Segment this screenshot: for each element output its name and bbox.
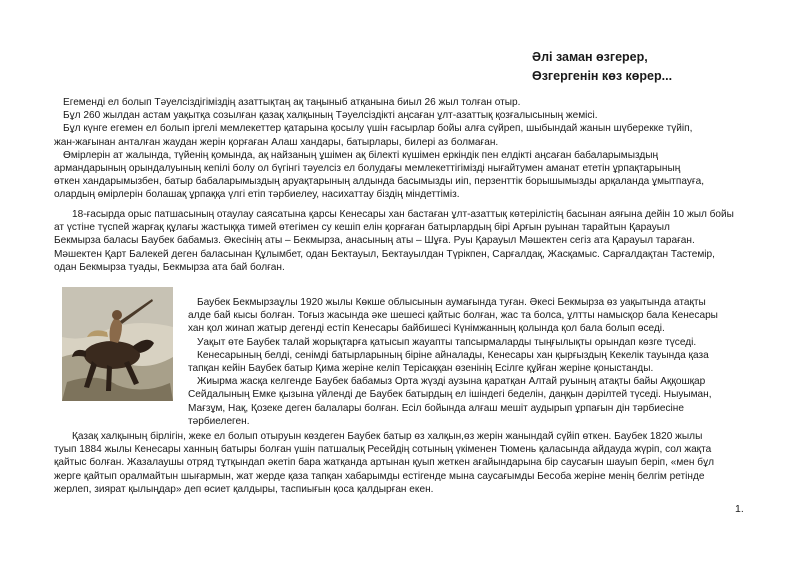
text-line: алде бай кысы болған. Тоғыз жасында әке шешесі қайтыс болған, жас та болса, ұлтты намысқор бала Кенесары: [188, 310, 718, 322]
text-line: жан-жағынан анталған жаудан жерін қорғаған Алаш хандары, батырлары, билері аз болмаған.: [54, 136, 499, 148]
biography-paragraph: [188, 296, 758, 428]
text-line: армандарының орындалуының кепілі болу ол бүгінгі тәуелсіз ел болудағы мемлекеттігімізді нығайтумен аманат ететін ұрпақтарының: [54, 163, 681, 175]
text-line: ат үстіне түспей жарғақ құлағы жастыққа тимей өтегімен су кешіп елін қорғаған батырлардың бірі Арғын руынан тарайтын Қарауыл: [54, 222, 670, 234]
epigraph-line-1: Әлі заман өзгерер,: [532, 50, 648, 64]
history-paragraph: [54, 208, 754, 274]
text-line: Уақыт өте Баубек талай жорықтарға қатысып жауапты тапсырмаларды тыңғылықты орындап көзге түседі.: [197, 336, 697, 348]
text-line: одан Бекмырза туады, Бекмырза ата бай болған.: [54, 261, 285, 273]
text-line: Өмірлерін ат жалында, түйенің қомында, ақ найзаның ұшімен ақ білекті күшімен еркіндік пен елдікті аңсаған бабаларымыздың: [63, 149, 659, 161]
text-line: Мағзұм, Нақ, Қозеке деген балалары болған. Есіл бойында алғаш мешіт аудырып ұрпағын дін тәрбиесіне: [188, 402, 684, 414]
text-line: тапқан кейін Баубек батыр Қима жеріне келіп Терісаққан өзенінің Есілге құйған жеріне қоныстанды.: [188, 363, 654, 375]
page-number: 1.: [735, 503, 744, 515]
text-line: хан қол жинап жатыр дегенді естіп Кенесары байбишесі Күнімжанның қолында қол бала болып өседі.: [188, 323, 665, 335]
text-line: Егеменді ел болып Тәуелсіздігіміздің азаттықтаң ақ таңыныб атқанына биыл 26 жыл толған отыр.: [63, 97, 521, 108]
text-line: Бұл 260 жылдан астам уақытқа созылған қазақ халқының Тәуелсіздікті аңсаған ұлт-азаттық қозғалысының жемісі.: [63, 110, 598, 122]
text-line: Бұл күнге егемен ел болып іргелі мемлекеттер қатарына қосылу үшін ғасырлар бойы алға сүйреп, шыбындай жанын шүберекке түйіп,: [63, 123, 693, 135]
text-line: жерлеп, зиярат қылыңдар» деп өсиет қалдыры, таспиығын қоса қалдырған екен.: [54, 483, 434, 495]
text-line: тәрбиелеген.: [188, 415, 250, 427]
legacy-paragraph: [54, 430, 754, 496]
epigraph: [532, 48, 672, 86]
text-line: Жиырма жасқа келгенде Баубек бабамыз Орта жүзді аузына қаратқан Алтай руының атақты байы Аққошқар: [197, 376, 706, 388]
text-line: Кенесарының белді, сенімді батырларының біріне айналады, Кенесары хан қырғыздың Кекелік тауында қаза: [197, 349, 709, 361]
text-line: Сейдалының Емке қызына үйленді де Баубек батырдың ел ішіндегі беделін, даңқын дәрілтей түседі. Ныуыман,: [188, 389, 712, 401]
text-line: Баубек Бекмырзаұлы 1920 жылы Көкше облысынын аумағында туған. Әкесі Бекмырза өз уақытында атақты: [197, 297, 706, 308]
text-line: жерге қайтып оралмайтын шығармын, жат жерде қаза тапқан хабарымды естігенде мына саусағымды Бесоба жеріне менің белгім ретінде: [54, 470, 705, 482]
epigraph-line-2: Өзгергенін көз көрер...: [532, 69, 673, 83]
intro-paragraph: [54, 96, 754, 202]
horseman-painting: [62, 287, 173, 401]
text-line: қайтыс болған. Жазалаушы отряд тұтқындап әкетіп бара жатқанда артынан қуып жеткен ағайындарына бір саусағын шауып беріп, «мен бұл: [54, 457, 715, 469]
text-line: олардың өмірлерін болашақ ұрпаққа үлгі етіп тәрбиелеу, насихаттау біздің міндеттіміз.: [54, 189, 460, 201]
text-line: Мәшектен Қарт Балекей деген баласынан Құлымбет, одан Бектауыл, Бектауылдан Түрікпен, Сарғалдақ, Жасқамыс. Сарғалдақтан Тастемір,: [54, 248, 715, 260]
text-line: өткен хандарымызбен, батыр бабаларымыздың аруақтарының алдында басымызды иіп, перзенттік борышымызды арқаланда ұмытпауға,: [54, 176, 705, 188]
text-line: 18-ғасырда орыс патшасының отаулау саясатына қарсы Кенесары хан бастаған ұлт-азаттық көтерілістің басынан аяғына дейін 10 жыл бойы: [72, 209, 734, 220]
text-line: Бекмырза баласы Баубек бабамыз. Әкесінің аты – Бекмырза, анасының аты – Шұға. Руы Қарауыл Мәшектен сегіз ата Қарауыл тараған.: [54, 235, 695, 247]
text-line: туып 1884 жылы Кенесары ханның батыры болған үшін патшалық Ресейдің сотының үкіменен Тюмень қаласындa айдауда жүріп, сол жақта: [54, 444, 712, 456]
text-line: Қазақ халқының бірлігін, жеке ел болып отыруын көздеген Баубек батыр өз халқын,өз жерін жанындай сүйіп өткен. Баубек 1820 жылы: [72, 431, 703, 442]
